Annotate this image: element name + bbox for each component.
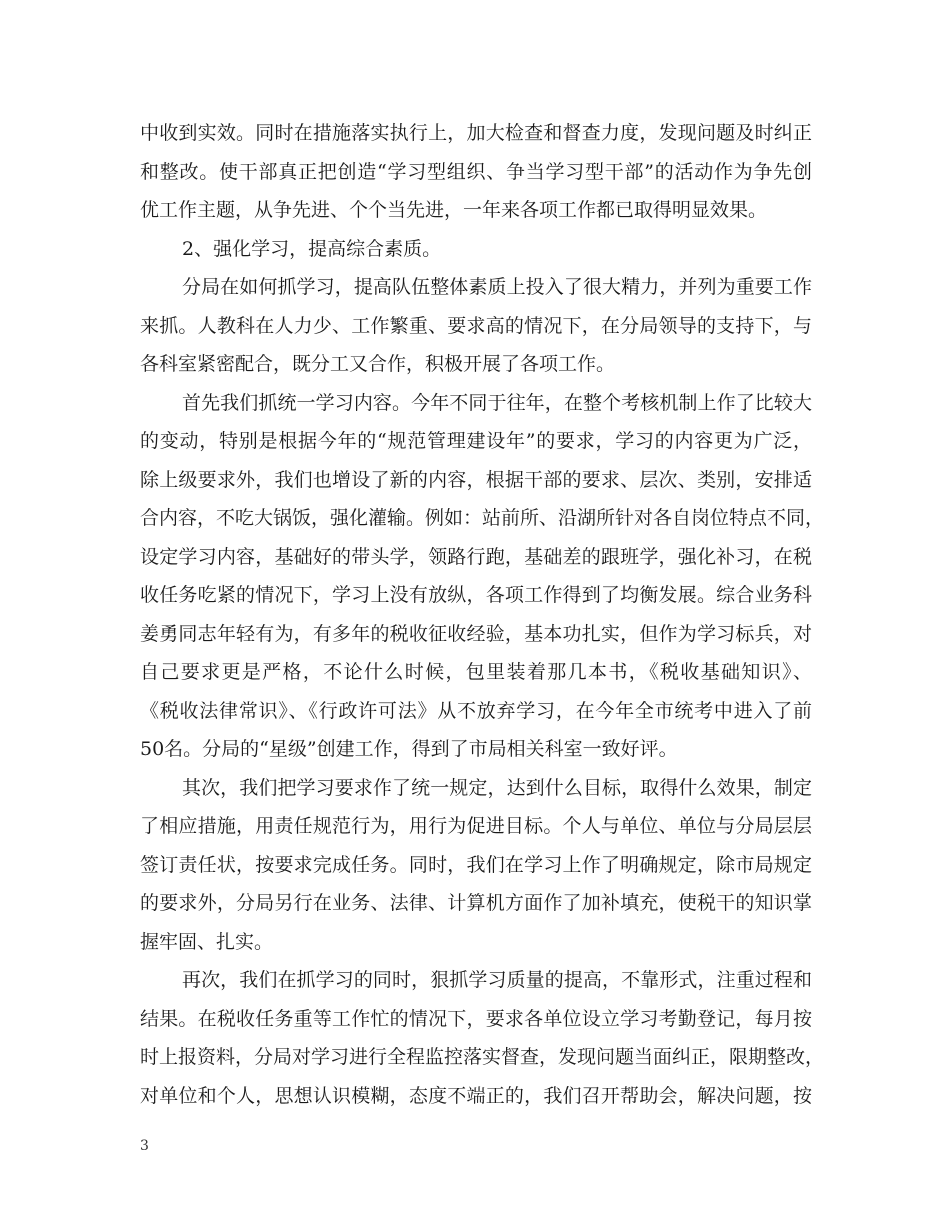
document-body: [140, 114, 825, 1115]
text-line: 时上报资料，分局对学习进行全程监控落实督查，发现问题当面纠正，限期整改，: [140, 1046, 825, 1068]
text-line: 除上级要求外，我们也增设了新的内容，根据干部的要求、层次、类别，安排适: [140, 468, 812, 491]
text-line: 50名。分局的“星级”创建工作，得到了市局相关科室一致好评。: [140, 738, 678, 760]
text-line: 和整改。使干部真正把创造“学习型组织、争当学习型干部”的活动作为争先创: [140, 160, 812, 183]
text-line: 姜勇同志年轻有为，有多年的税收征收经验，基本功扎实，但作为学习标兵，对: [140, 622, 812, 645]
text-line: 的变动，特别是根据今年的“规范管理建设年”的要求，学习的内容更为广泛，: [140, 430, 812, 452]
text-line: 的要求外，分局另行在业务、法律、计算机方面作了加补填充，使税干的知识掌: [140, 892, 812, 914]
text-line: 结果。在税收任务重等工作忙的情况下，要求各单位设立学习考勤登记，每月按: [140, 1007, 812, 1030]
text-line: 对单位和个人，思想认识模糊，态度不端正的，我们召开帮助会，解决问题，按: [140, 1084, 812, 1107]
text-line: 首先我们抓统一学习内容。今年不同于往年，在整个考核机制上作了比较大: [182, 391, 812, 414]
text-line: 了相应措施，用责任规范行为，用行为促进目标。个人与单位、单位与分局层层: [140, 815, 812, 837]
text-line: 各科室紧密配合，既分工又合作，积极开展了各项工作。: [140, 353, 616, 375]
text-line: 合内容，不吃大锅饭，强化灌输。例如：站前所、沿湖所针对各自岗位特点不同，: [140, 507, 825, 529]
text-line: 中收到实效。同时在措施落实执行上，加大检查和督查力度，发现问题及时纠正: [140, 122, 812, 144]
text-line: 其次，我们把学习要求作了统一规定，达到什么目标，取得什么效果，制定: [182, 776, 812, 799]
text-line: 来抓。人教科在人力少、工作繁重、要求高的情况下，在分局领导的支持下，与: [140, 314, 812, 337]
text-line: 分局在如何抓学习，提高队伍整体素质上投入了很大精力，并列为重要工作: [182, 276, 812, 298]
text-line: 2、强化学习，提高综合素质。: [182, 237, 442, 260]
text-line: 握牢固、扎实。: [140, 930, 274, 953]
text-line: 优工作主题，从争先进、个个当先进，一年来各项工作都已取得明显效果。: [140, 199, 768, 221]
page-number: 3: [140, 1138, 149, 1154]
text-line: 设定学习内容，基础好的带头学，领路行跑，基础差的跟班学，强化补习，在税: [140, 545, 812, 568]
text-line: 《税收法律常识》、《行政许可法》从不放弃学习，在今年全市统考中进入了前: [140, 699, 812, 722]
text-line: 签订责任状，按要求完成任务。同时，我们在学习上作了明确规定，除市局规定: [140, 853, 812, 876]
text-line: 收任务吃紧的情况下，学习上没有放纵，各项工作得到了均衡发展。综合业务科: [140, 584, 812, 606]
text-line: 自己要求更是严格，不论什么时候，包里装着那几本书，《税收基础知识》、: [140, 661, 812, 683]
text-line: 再次，我们在抓学习的同时，狠抓学习质量的提高，不靠形式，注重过程和: [182, 969, 812, 991]
